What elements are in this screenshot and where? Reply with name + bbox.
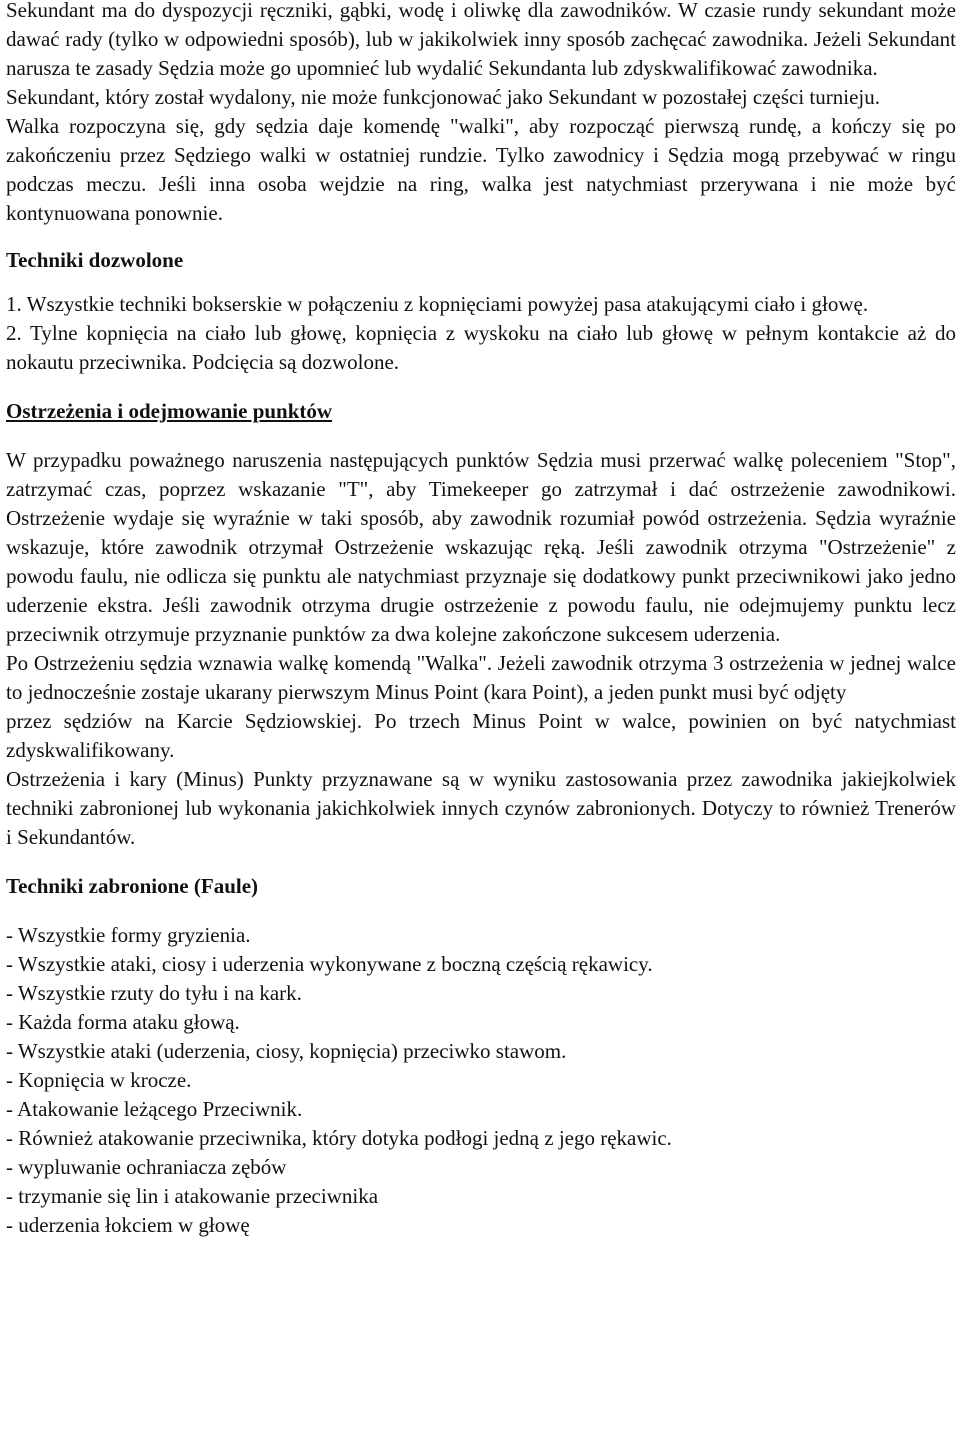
spacer: [6, 426, 956, 446]
warnings-paragraph-2: Po Ostrzeżeniu sędzia wznawia walkę komendą "Walka". Jeżeli zawodnik otrzyma 3 ostrzeżenia w jednej walce to jednocześnie zostaje ukarany pierwszym Minus Point (kara Point), a jeden punkt musi być odjęty: [6, 651, 956, 704]
fouls-list: [6, 921, 956, 1240]
spacer: [6, 901, 956, 921]
warnings-paragraph-4: Ostrzeżenia i kary (Minus) Punkty przyznawane są w wyniku zastosowania przez zawodnika jakiejkolwiek techniki zabronionej lub wykonania jakichkolwiek innych czynów zabronionych. Dotyczy to również Trenerów i Sekundantów.: [6, 767, 956, 849]
intro-paragraph-expelled-second: Sekundant, który został wydalony, nie może funkcjonować jako Sekundant w pozostałej części turnieju.: [6, 85, 880, 109]
fouls-list-item: - trzymanie się lin i atakowanie przeciwnika: [6, 1184, 379, 1208]
fouls-list-item: - Atakowanie leżącego Przeciwnik.: [6, 1097, 303, 1121]
fouls-list-item: - Wszystkie ataki (uderzenia, ciosy, kopnięcia) przeciwko stawom.: [6, 1039, 567, 1063]
allowed-technique-item-1: 1. Wszystkie techniki bokserskie w połączeniu z kopnięciami powyżej pasa atakującymi ciało i głowę.: [6, 292, 869, 316]
warnings-paragraph-3: przez sędziów na Karcie Sędziowskiej. Po trzech Minus Point w walce, powinien on być natychmiast zdyskwalifikowany.: [6, 709, 956, 762]
spacer: [6, 275, 956, 290]
spacer: [6, 852, 956, 872]
spacer: [6, 377, 956, 397]
intro-paragraph-fight-start: Walka rozpoczyna się, gdy sędzia daje komendę "walki", aby rozpocząć pierwszą rundę, a kończy się po zakończeniu przez Sędziego walki w ostatniej rundzie. Tylko zawodnicy i Sędzia mogą przebywać w ringu podczas meczu. Jeśli inna osoba wejdzie na ring, walka jest natychmiast przerywana i nie może być kontynuowana ponownie.: [6, 114, 956, 225]
fouls-list-item: - Również atakowanie przeciwnika, który dotyka podłogi jedną z jego rękawic.: [6, 1126, 672, 1150]
fouls-list-item: - Wszystkie rzuty do tyłu i na kark.: [6, 981, 302, 1005]
allowed-technique-item-2: 2. Tylne kopnięcia na ciało lub głowę, kopnięcia z wyskoku na ciało lub głowę w pełnym kontakcie aż do nokautu przeciwnika. Podcięcia są dozwolone.: [6, 321, 956, 374]
fouls-list-item: - Wszystkie formy gryzienia.: [6, 923, 251, 947]
allowed-techniques-heading: Techniki dozwolone: [6, 248, 184, 272]
intro-paragraph-seconds: Sekundant ma do dyspozycji ręczniki, gąbki, wodę i oliwkę dla zawodników. W czasie rundy sekundant może dawać rady (tylko w odpowiedni sposób), lub w jakikolwiek inny sposób zachęcać zawodnika. Jeżeli Sekundant narusza te zasady Sędzia może go upomnieć lub wydalić Sekundanta lub zdyskwalifikować zawodnika.: [6, 0, 956, 80]
fouls-list-item: - wypluwanie ochraniacza zębów: [6, 1155, 287, 1179]
document-page: [6, 0, 956, 1240]
fouls-heading: Techniki zabronione (Faule): [6, 874, 259, 898]
spacer: [6, 228, 956, 246]
fouls-list-item: - Każda forma ataku głową.: [6, 1010, 240, 1034]
fouls-list-item: - uderzenia łokciem w głowę: [6, 1213, 250, 1237]
warnings-heading: Ostrzeżenia i odejmowanie punktów: [6, 399, 333, 423]
fouls-list-item: - Kopnięcia w krocze.: [6, 1068, 192, 1092]
warnings-paragraph-1: W przypadku poważnego naruszenia następujących punktów Sędzia musi przerwać walkę poleceniem "Stop", zatrzymać czas, poprzez wskazanie "T", aby Timekeeper go zatrzymał i dać ostrzeżenie zawodnikowi. Ostrzeżenie wydaje się wyraźnie w taki sposób, aby zawodnik rozumiał powód ostrzeżenia. Sędzia wyraźnie wskazuje, które zawodnik otrzymał Ostrzeżenie wskazując ręką. Jeśli zawodnik otrzyma "Ostrzeżenie" z powodu faulu, nie odlicza się punktu ale natychmiast przyznaje się dodatkowy punkt przeciwnikowi jako jedno uderzenie ekstra. Jeśli zawodnik otrzyma drugie ostrzeżenie z powodu faulu, nie odejmujemy punktu lecz przeciwnik otrzymuje przyznanie punktów za dwa kolejne zakończone sukcesem uderzenia.: [6, 448, 956, 646]
fouls-list-item: - Wszystkie ataki, ciosy i uderzenia wykonywane z boczną częścią rękawicy.: [6, 952, 653, 976]
